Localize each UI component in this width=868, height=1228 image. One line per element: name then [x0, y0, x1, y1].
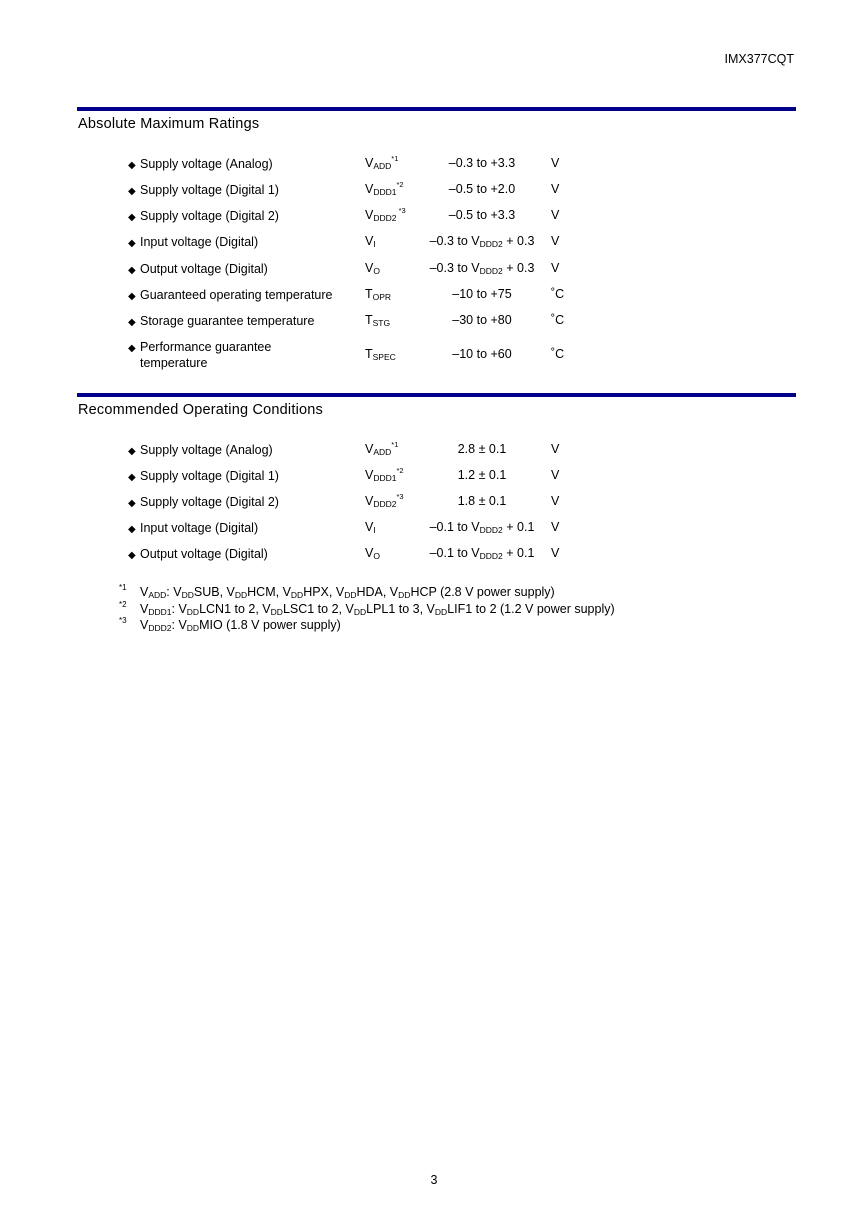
symbol — [365, 520, 376, 534]
symbol-subscript: O — [373, 266, 380, 276]
rating-value: 1.2 ± 0.1 — [457, 468, 507, 482]
unit: ˚C — [551, 313, 565, 327]
parameter-label — [128, 520, 358, 538]
bullet-icon: ◆ — [128, 343, 136, 354]
footnote-subscript: ADD — [148, 590, 167, 600]
bullet-icon: ◆ — [128, 550, 136, 561]
footnote-part: LPL1 to 3, V — [366, 602, 435, 616]
parameter-text: Input voltage (Digital) — [140, 521, 259, 535]
footnote-subscript: DD — [353, 607, 367, 617]
value-subscript: DDD2 — [479, 239, 503, 249]
rec-op-title: Recommended Operating Conditions — [78, 402, 323, 418]
footnote-mark: *1 — [119, 583, 127, 592]
table-row — [0, 494, 868, 514]
symbol-main: V — [365, 234, 374, 248]
table-row — [0, 442, 868, 462]
footnote-part: SUB, V — [193, 585, 235, 599]
rating-value: –30 to +80 — [452, 313, 512, 327]
value-part: + 0.1 — [502, 546, 535, 560]
footnote-part: LSC1 to 2, V — [282, 602, 354, 616]
footnote-part: : V — [171, 602, 187, 616]
footnote-part: HCP (2.8 V power supply) — [410, 585, 555, 599]
parameter-label — [128, 234, 358, 252]
value-part: –0.3 to V — [429, 261, 480, 275]
symbol-subscript: O — [373, 551, 380, 561]
unit: V — [551, 442, 560, 456]
rating-value — [410, 520, 554, 534]
parameter-text: Input voltage (Digital) — [140, 235, 259, 249]
unit: V — [551, 494, 560, 508]
unit: V — [551, 546, 560, 560]
unit: V — [551, 182, 560, 196]
footnote-subscript: DD — [270, 607, 283, 617]
symbol-subscript: STG — [372, 318, 391, 328]
abs-max-title: Absolute Maximum Ratings — [78, 116, 260, 132]
symbol — [365, 347, 396, 361]
table-row — [0, 208, 868, 228]
parameter-label — [128, 339, 358, 371]
symbol-subscript: SPEC — [372, 352, 396, 362]
table-row — [0, 313, 868, 333]
symbol-main: T — [365, 313, 373, 327]
page-number: 3 — [430, 1173, 438, 1187]
symbol — [365, 208, 406, 222]
footnote-part: V — [140, 602, 149, 616]
footnote-subscript: DD — [234, 590, 248, 600]
parameter-label — [128, 261, 358, 279]
parameter-text: Supply voltage (Digital 1) — [140, 183, 279, 197]
symbol — [365, 261, 380, 275]
symbol — [365, 468, 404, 482]
footnote-subscript: DD — [181, 590, 194, 600]
symbol-main: V — [365, 468, 374, 482]
footnote-part: LIF1 to 2 (1.2 V power supply) — [447, 602, 615, 616]
symbol — [365, 182, 404, 196]
symbol-main: T — [365, 287, 373, 301]
rating-value: 2.8 ± 0.1 — [457, 442, 507, 456]
parameter-text: Supply voltage (Digital 2) — [140, 209, 279, 223]
parameter-text: Supply voltage (Digital 1) — [140, 469, 279, 483]
symbol-main: T — [365, 347, 373, 361]
symbol-subscript: DDD2 — [373, 499, 397, 509]
section-rule — [77, 393, 796, 397]
footnote-part: HCM, V — [247, 585, 291, 599]
unit: V — [551, 234, 560, 248]
rating-value: –0.5 to +2.0 — [448, 182, 516, 196]
rating-value: 1.8 ± 0.1 — [457, 494, 507, 508]
rating-value: –0.3 to +3.3 — [448, 156, 516, 170]
bullet-icon: ◆ — [128, 265, 136, 276]
rating-value: –10 to +75 — [452, 287, 512, 301]
footnote-ref: *2 — [396, 466, 404, 475]
symbol-subscript: DDD2 — [373, 213, 397, 223]
parameter-label — [128, 442, 358, 460]
footnote-subscript: DD — [344, 590, 357, 600]
footnote-mark: *2 — [119, 600, 127, 609]
symbol — [365, 546, 380, 560]
value-subscript: DDD2 — [479, 266, 503, 276]
symbol-subscript: I — [373, 525, 376, 535]
unit: V — [551, 520, 560, 534]
symbol-main: V — [365, 546, 374, 560]
parameter-text: Output voltage (Digital) — [140, 262, 268, 276]
table-row — [0, 261, 868, 281]
table-row — [0, 468, 868, 488]
parameter-text: Storage guarantee temperature — [140, 314, 315, 328]
footnote-ref: *1 — [391, 440, 399, 449]
symbol-subscript: OPR — [372, 292, 392, 302]
parameter-label — [128, 468, 358, 486]
symbol-main: V — [365, 156, 374, 170]
unit: ˚C — [551, 287, 565, 301]
table-row — [0, 234, 868, 254]
document-id: IMX377CQT — [724, 52, 794, 66]
table-row — [0, 520, 868, 540]
parameter-label — [128, 287, 358, 305]
value-subscript: DDD2 — [479, 525, 503, 535]
footnote-subscript: DD — [398, 590, 411, 600]
value-part: + 0.3 — [502, 261, 535, 275]
footnote-part: : V — [171, 618, 187, 632]
footnote-part: : V — [166, 585, 182, 599]
unit: V — [551, 208, 560, 222]
value-part: + 0.3 — [502, 234, 535, 248]
parameter-label — [128, 182, 358, 200]
symbol-subscript: ADD — [373, 161, 392, 171]
rating-value — [410, 234, 554, 248]
bullet-icon: ◆ — [128, 524, 136, 535]
parameter-label — [128, 156, 358, 174]
footnote-mark: *3 — [119, 616, 127, 625]
parameter-line: temperature — [140, 356, 208, 370]
unit: ˚C — [551, 347, 565, 361]
bullet-icon: ◆ — [128, 446, 136, 457]
footnote-ref: *3 — [396, 206, 406, 215]
bullet-icon: ◆ — [128, 317, 136, 328]
section-rule — [77, 107, 796, 111]
bullet-icon: ◆ — [128, 498, 136, 509]
parameter-label — [128, 494, 358, 512]
symbol-subscript: DDD1 — [373, 473, 397, 483]
footnote-subscript: DD — [186, 623, 200, 633]
parameter-line: Performance guarantee — [140, 340, 272, 354]
unit: V — [551, 468, 560, 482]
parameter-text — [140, 339, 271, 371]
footnote-subscript: DD — [290, 590, 304, 600]
footnote-ref: *1 — [391, 154, 399, 163]
symbol-subscript: DDD1 — [373, 187, 397, 197]
unit: V — [551, 261, 560, 275]
bullet-icon: ◆ — [128, 186, 136, 197]
table-row — [0, 156, 868, 176]
rating-value: –10 to +60 — [452, 347, 512, 361]
value-part: –0.1 to V — [429, 520, 480, 534]
symbol — [365, 494, 404, 508]
symbol-main: V — [365, 208, 374, 222]
footnote-part: MIO (1.8 V power supply) — [199, 618, 341, 632]
parameter-label — [128, 546, 358, 564]
parameter-text: Guaranteed operating temperature — [140, 288, 333, 302]
footnote-part: V — [140, 585, 149, 599]
symbol — [365, 156, 398, 170]
footnote-part: HPX, V — [303, 585, 345, 599]
footnote-subscript: DDD2 — [148, 623, 172, 633]
symbol — [365, 234, 376, 248]
parameter-text: Supply voltage (Analog) — [140, 157, 273, 171]
parameter-text: Supply voltage (Analog) — [140, 443, 273, 457]
footnote-part: HDA, V — [356, 585, 399, 599]
rating-value: –0.5 to +3.3 — [448, 208, 516, 222]
parameter-text: Output voltage (Digital) — [140, 547, 268, 561]
value-part: –0.1 to V — [429, 546, 480, 560]
parameter-label — [128, 208, 358, 226]
footnote-part: LCN1 to 2, V — [199, 602, 271, 616]
footnote-text — [140, 585, 555, 599]
footnote-ref: *2 — [396, 180, 404, 189]
rating-value — [410, 261, 554, 275]
value-subscript: DDD2 — [479, 551, 503, 561]
bullet-icon: ◆ — [128, 212, 136, 223]
footnote-text — [140, 602, 615, 616]
footnote-ref: *3 — [396, 492, 404, 501]
symbol-main: V — [365, 520, 374, 534]
table-row — [0, 340, 868, 370]
parameter-label — [128, 313, 358, 331]
symbol — [365, 287, 391, 301]
symbol-main: V — [365, 261, 374, 275]
footnote-subscript: DD — [186, 607, 200, 617]
unit: V — [551, 156, 560, 170]
bullet-icon: ◆ — [128, 472, 136, 483]
bullet-icon: ◆ — [128, 291, 136, 302]
symbol-subscript: I — [373, 239, 376, 249]
symbol — [365, 313, 390, 327]
footnote-subscript: DD — [434, 607, 448, 617]
value-part: –0.3 to V — [429, 234, 480, 248]
bullet-icon: ◆ — [128, 160, 136, 171]
table-row — [0, 546, 868, 566]
value-part: + 0.1 — [502, 520, 535, 534]
symbol-main: V — [365, 182, 374, 196]
footnote-subscript: DDD1 — [148, 607, 172, 617]
symbol-main: V — [365, 442, 374, 456]
parameter-text: Supply voltage (Digital 2) — [140, 495, 279, 509]
symbol — [365, 442, 398, 456]
rating-value — [410, 546, 554, 560]
bullet-icon: ◆ — [128, 238, 136, 249]
table-row — [0, 182, 868, 202]
symbol-main: V — [365, 494, 374, 508]
symbol-subscript: ADD — [373, 447, 392, 457]
footnote-text — [140, 618, 341, 632]
footnote-part: V — [140, 618, 149, 632]
table-row — [0, 287, 868, 307]
